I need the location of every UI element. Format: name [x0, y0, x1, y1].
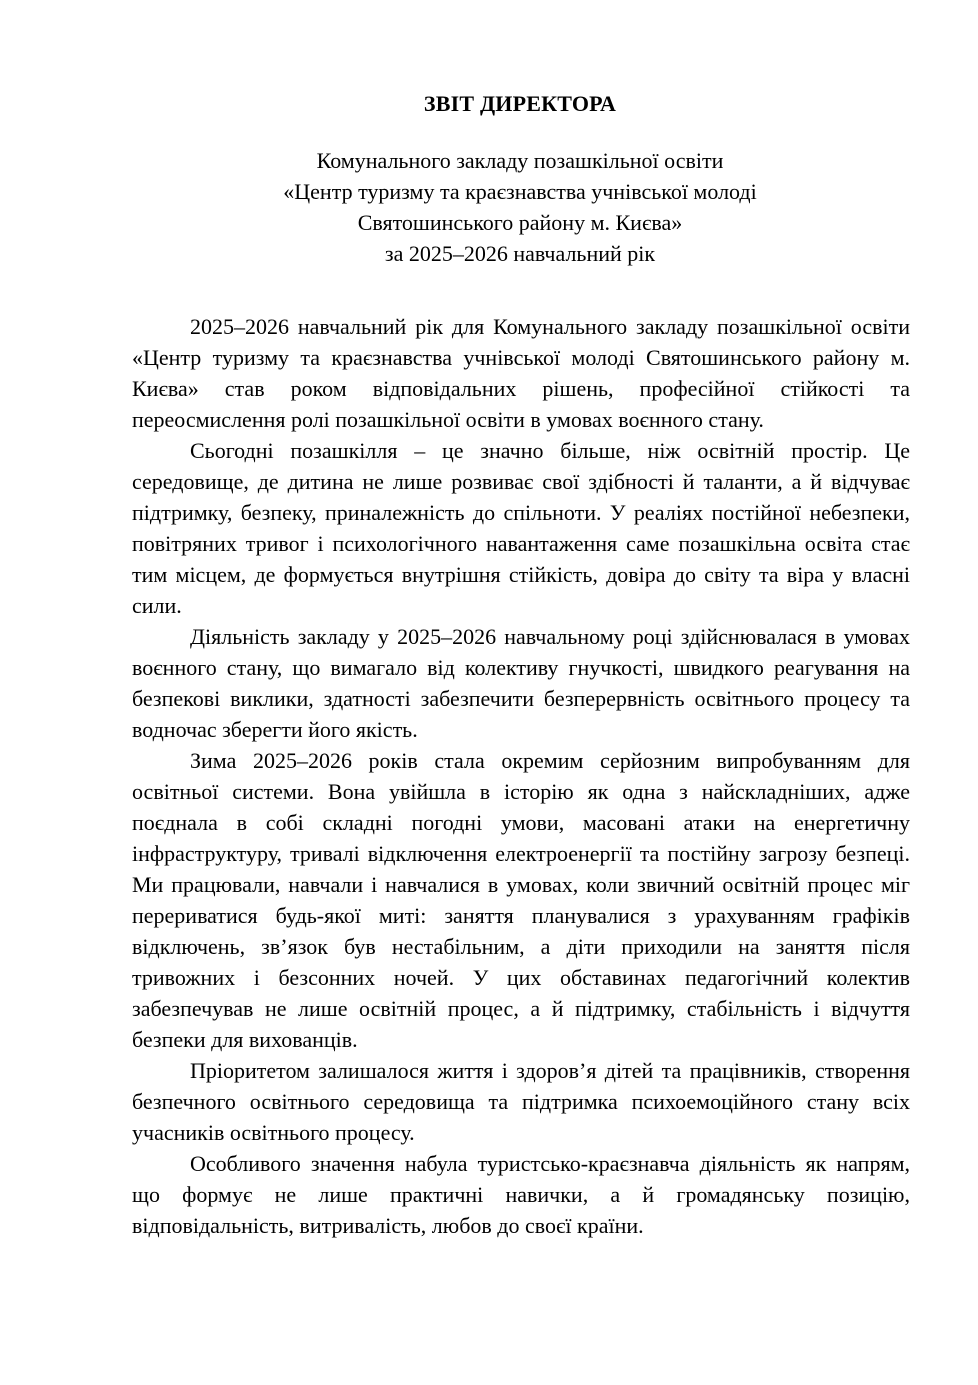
- paragraph-tourism-activity: Особливого значення набула туристсько-краєзнавча діяльність як напрям, що формує не лише практичні навички, а й громадянську позицію, відповідальність, витривалість, любов до своєї країни.: [132, 1151, 910, 1238]
- paragraph-martial-law-activity: Діяльність закладу у 2025–2026 навчальному році здійснювалася в умовах воєнного стану, що вимагало від колективу гнучкості, швидкого реагування на безпекові виклики, здатності забезпечити безперервність освітнього процесу та водночас зберегти його якість.: [132, 624, 910, 742]
- paragraph-extracurricular-role: Сьогодні позашкілля – це значно більше, ніж освітній простір. Це середовище, де дитина не лише розвиває свої здібності й таланти, а й відчуває підтримку, безпеку, приналежність до спільноти. У реаліях постійної небезпеки, повітряних тривог і психологічного навантаження саме позашкільна освіта стає тим місцем, де формується внутрішня стійкість, довіра до світу та віра у власні сили.: [132, 438, 910, 618]
- report-body: [132, 311, 910, 1241]
- document-title: ЗВІТ ДИРЕКТОРА: [423, 91, 617, 116]
- subtitle-line-academic-year: за 2025–2026 навчальний рік: [384, 241, 656, 266]
- subtitle-line-institution: Комунального закладу позашкільної освіти: [316, 148, 724, 173]
- subtitle-line-center-name: «Центр туризму та краєзнавства учнівської молоді: [283, 179, 757, 204]
- subtitle-line-district: Святошинського району м. Києва»: [357, 210, 683, 235]
- paragraph-winter-challenges: Зима 2025–2026 років стала окремим серйозним випробуванням для освітньої системи. Вона увійшла в історію як одна з найскладніших, адже поєднала в собі складні погодні умови, масовані атаки на енергетичну інфраструктуру, тривалі відключення електроенергії та постійну загрозу безпеці. Ми працювали, навчали і навчалися в умовах, коли звичний освітній процес міг перериватися будь-якої миті: заняття планувалися з урахуванням графіків відключень, зв’язок був нестабільним, а діти приходили на заняття після тривожних і безсонних ночей. У цих обставинах педагогічний колектив забезпечував не лише освітній процес, а й підтримку, стабільність і відчуття безпеки для вихованців.: [132, 748, 910, 1052]
- paragraph-intro: 2025–2026 навчальний рік для Комунального закладу позашкільної освіти «Центр туризму та краєзнавства учнівської молоді Святошинського району м. Києва» став роком відповідальних рішень, професійної стійкості та переосмислення ролі позашкільної освіти в умовах воєнного стану.: [132, 314, 910, 432]
- paragraph-priorities: Пріоритетом залишалося життя і здоров’я дітей та працівників, створення безпечного освітнього середовища та підтримка психоемоційного стану всіх учасників освітнього процесу.: [132, 1058, 910, 1145]
- document-subtitle: [0, 145, 978, 269]
